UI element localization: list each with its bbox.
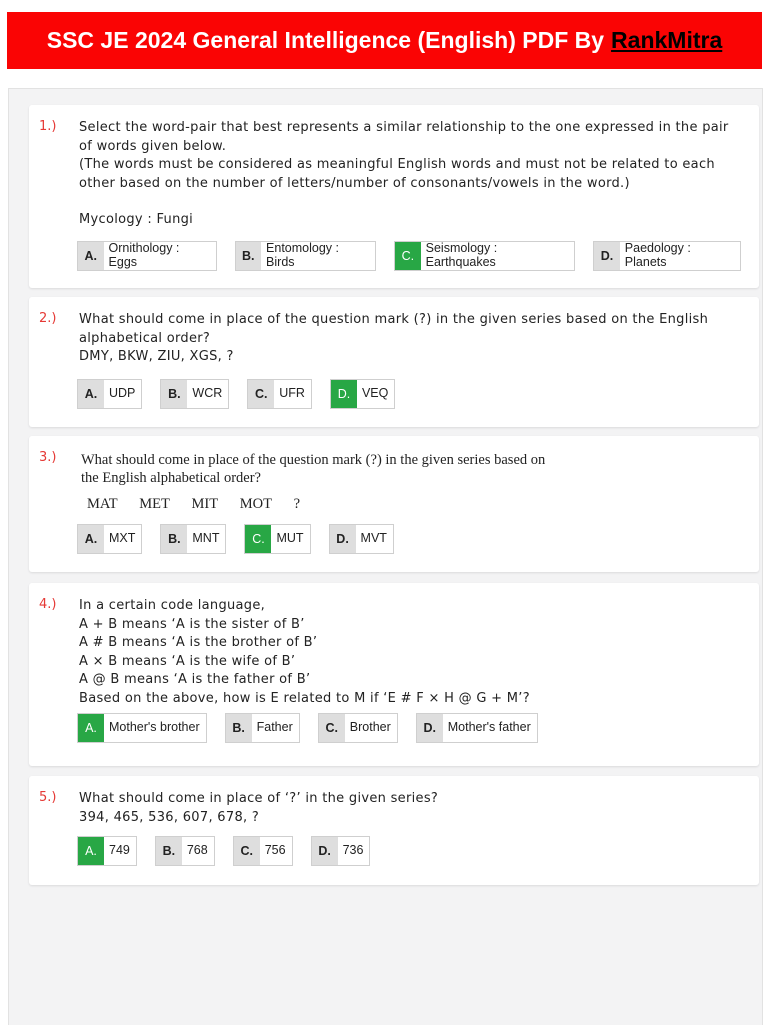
option-d[interactable]	[416, 713, 538, 743]
option-label: D.	[331, 380, 357, 408]
option-b[interactable]	[160, 379, 229, 409]
option-text: VEQ	[361, 385, 389, 400]
question-number: 2.)	[39, 311, 57, 326]
option-label: C.	[319, 714, 345, 742]
option-label: A.	[78, 525, 104, 553]
question-number: 5.)	[39, 790, 57, 805]
question-card	[29, 583, 759, 766]
question-text	[79, 311, 739, 367]
letter-series	[87, 495, 741, 513]
option-d[interactable]	[593, 241, 741, 271]
question-card	[29, 776, 759, 885]
option-label: D.	[330, 525, 356, 553]
question-text	[79, 597, 739, 708]
option-label: C.	[395, 242, 421, 270]
question-line: What should come in place of the question mark (?) in the given series based on the English alphabetical order?	[79, 312, 709, 346]
option-c[interactable]	[247, 379, 312, 409]
option-label: C.	[248, 380, 274, 408]
page-title: SSC JE 2024 General Intelligence (English) PDF By	[46, 27, 605, 53]
option-text: Paedology : Planets	[624, 240, 691, 269]
question-line: A # B means ‘A is the brother of B’	[79, 635, 318, 650]
question-line: Select the word-pair that best represents a similar relationship to the one expressed in the pair of words given below.	[79, 120, 729, 154]
question-line: the English alphabetical order?	[81, 470, 261, 486]
question-line: What should come in place of ‘?’ in the given series?	[79, 791, 439, 806]
question-line: A @ B means ‘A is the father of B’	[79, 672, 311, 687]
option-text: UDP	[109, 385, 136, 400]
brand-link[interactable]: RankMitra	[611, 27, 723, 53]
option-a[interactable]	[77, 379, 142, 409]
question-line: A + B means ‘A is the sister of B’	[79, 616, 305, 632]
question-text	[79, 790, 739, 827]
option-c-correct[interactable]	[394, 241, 575, 271]
options-row	[77, 241, 759, 271]
question-number: 1.)	[39, 119, 57, 134]
option-b[interactable]	[235, 241, 377, 271]
question-line: (The words must be considered as meaningful English words and must not be related to each other based on the number of letters/number of consonants/vowels in the word.)	[79, 157, 715, 191]
question-card	[29, 105, 759, 288]
options-row	[77, 836, 388, 866]
question-line: Based on the above, how is E related to M if ‘E # F × H @ G + M’?	[79, 690, 530, 706]
questions-panel	[8, 88, 763, 1025]
option-text: MNT	[192, 530, 220, 545]
option-d-correct[interactable]	[330, 379, 395, 409]
option-d[interactable]	[329, 524, 394, 554]
page-title-banner	[7, 12, 762, 69]
option-label: C.	[234, 837, 260, 865]
options-row	[77, 524, 412, 554]
question-line: DMY, BKW, ZIU, XGS, ?	[79, 349, 234, 364]
series-term: MOT	[239, 496, 272, 512]
option-text: Seismology : Earthquakes	[425, 240, 498, 269]
series-term: MET	[139, 496, 170, 512]
question-line: In a certain code language,	[79, 598, 266, 613]
option-text: MVT	[360, 530, 387, 545]
option-text: 736	[342, 842, 364, 857]
option-a[interactable]	[77, 241, 217, 271]
option-b[interactable]	[155, 836, 215, 866]
question-number: 4.)	[39, 597, 57, 612]
option-label: D.	[594, 242, 620, 270]
option-label: A.	[78, 380, 104, 408]
question-number: 3.)	[39, 450, 57, 465]
option-text: MXT	[109, 530, 136, 545]
question-line: A × B means ‘A is the wife of B’	[79, 653, 296, 669]
series-term: MIT	[191, 496, 219, 512]
series-term: ?	[293, 496, 300, 512]
option-text: Mother's brother	[109, 719, 200, 734]
option-label: B.	[236, 242, 262, 270]
question-card	[29, 297, 759, 427]
question-text	[79, 119, 739, 230]
option-text: 756	[264, 842, 286, 857]
question-card	[29, 436, 759, 572]
option-label: C.	[245, 525, 271, 553]
option-b[interactable]	[160, 524, 226, 554]
option-c-correct[interactable]	[244, 524, 310, 554]
option-text: MUT	[276, 530, 304, 545]
option-label: A.	[78, 242, 104, 270]
options-row	[77, 713, 556, 743]
option-a[interactable]	[77, 524, 142, 554]
option-label: B.	[156, 837, 182, 865]
option-text: UFR	[279, 385, 305, 400]
question-text	[81, 451, 741, 513]
option-text: 749	[109, 842, 130, 857]
option-label: B.	[161, 525, 187, 553]
option-text: Brother	[349, 719, 391, 734]
option-b[interactable]	[225, 713, 300, 743]
question-line: Mycology : Fungi	[79, 212, 194, 227]
option-text: Father	[256, 719, 293, 734]
question-line: 394, 465, 536, 607, 678, ?	[79, 809, 260, 825]
question-line: What should come in place of the question mark (?) in the given series based on	[81, 452, 546, 468]
option-label: B.	[161, 380, 187, 408]
options-row	[77, 379, 413, 409]
option-text: Entomology : Birds	[266, 240, 340, 269]
option-text: 768	[186, 842, 208, 857]
option-text: WCR	[192, 385, 223, 400]
option-label: D.	[417, 714, 443, 742]
option-label: A.	[78, 714, 104, 742]
option-label: A.	[78, 837, 104, 865]
option-label: D.	[312, 837, 338, 865]
option-c[interactable]	[233, 836, 293, 866]
option-a-correct[interactable]	[77, 836, 137, 866]
option-label: B.	[226, 714, 252, 742]
option-text: Mother's father	[447, 719, 531, 734]
option-d[interactable]	[311, 836, 371, 866]
option-a-correct[interactable]	[77, 713, 207, 743]
option-text: Ornithology : Eggs	[108, 240, 180, 269]
series-term: MAT	[87, 496, 118, 512]
option-c[interactable]	[318, 713, 398, 743]
